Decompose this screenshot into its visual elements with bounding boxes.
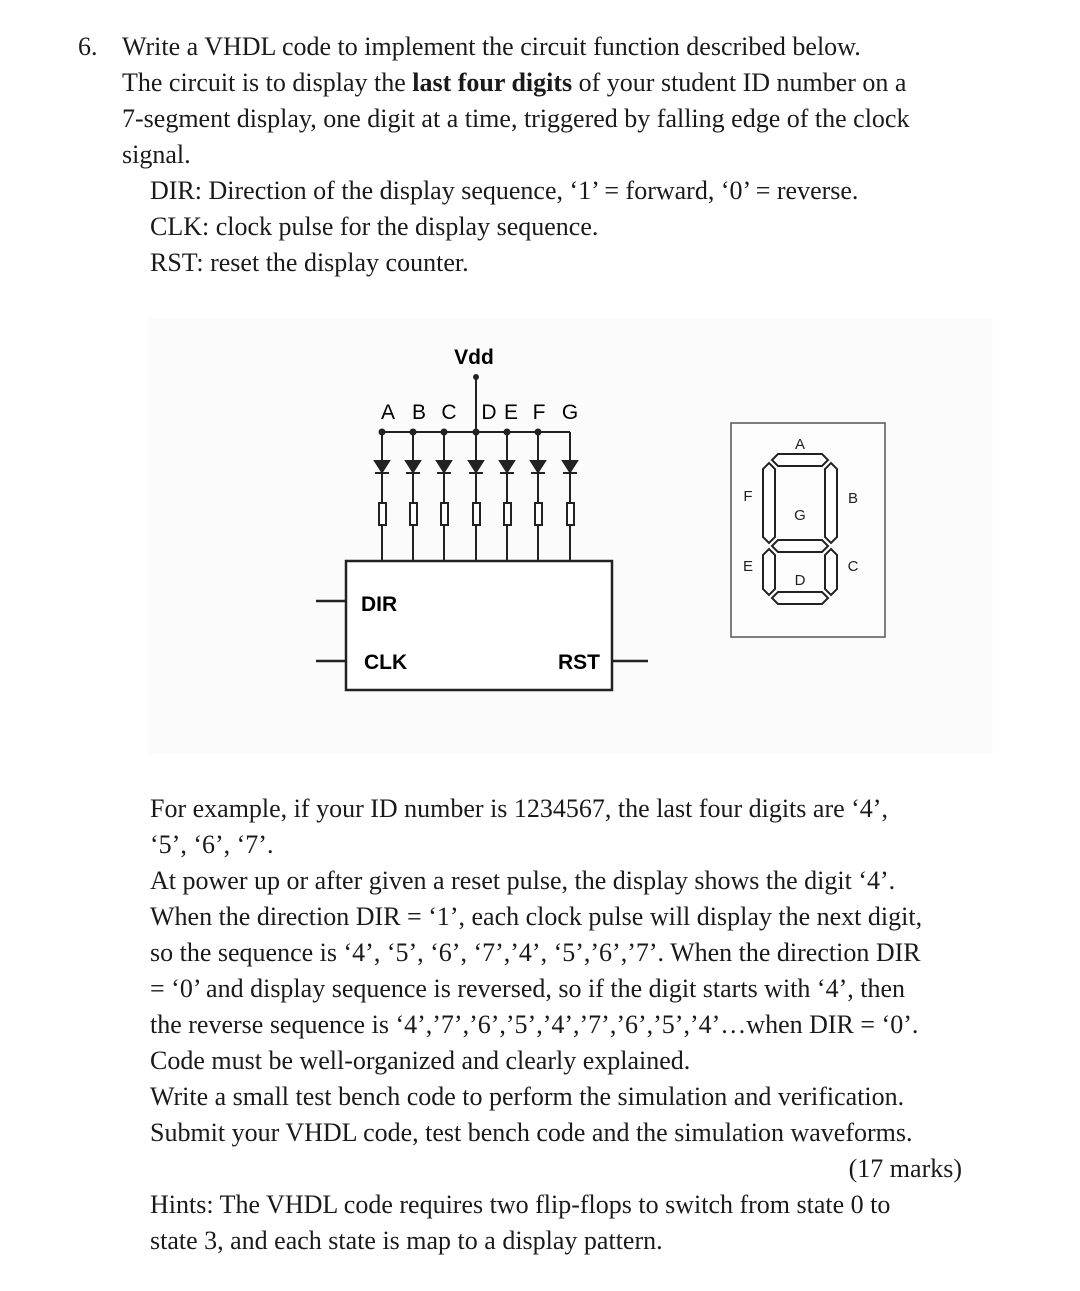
body-line-2: ‘5’, ‘6’, ‘7’. (150, 830, 274, 859)
led-branch-g (563, 432, 577, 561)
definition-clk: CLK: clock pulse for the display sequence. (150, 212, 599, 241)
segment-a (772, 454, 828, 466)
body-line-1: For example, if your ID number is 1234567, the last four digits are ‘4’, (150, 794, 888, 823)
definition-rst: RST: reset the display counter. (150, 248, 469, 277)
question-number: 6. (78, 32, 98, 61)
display-label-c: C (847, 558, 859, 575)
hint-line-2: state 3, and each state is map to a display pattern. (150, 1226, 663, 1255)
display-label-a: A (794, 436, 806, 453)
body-line-8: Code must be well-organized and clearly explained. (150, 1046, 691, 1075)
display-label-b: B (847, 490, 859, 507)
intro-line-4: signal. (122, 140, 191, 169)
circuit-label-e: E (503, 401, 519, 424)
circuit-label-b: B (411, 401, 427, 424)
intro-line-1: Write a VHDL code to implement the circuit function described below. (122, 32, 861, 61)
clk-label: CLK (364, 651, 408, 674)
circuit-label-d: D (481, 401, 497, 424)
segment-c (825, 549, 837, 595)
marks-label: (17 marks) (848, 1154, 962, 1183)
intro-line-2-end: of your student ID number on a (578, 68, 907, 97)
circuit-label-c: C (441, 401, 457, 424)
body-line-7: the reverse sequence is ‘4’,’7’,’6’,’5’,’4’,’7’,’6’,’5’,’4’…when DIR = ‘0’. (150, 1010, 919, 1039)
body-line-5: so the sequence is ‘4’, ‘5’, ‘6’, ‘7’,’4’, ‘5’,’6’,’7’. When the direction DIR (150, 938, 921, 967)
display-label-d: D (794, 572, 806, 589)
intro-emphasis: last four digits (412, 68, 573, 97)
segment-b (825, 463, 837, 543)
led-branch-e (500, 430, 514, 562)
body-line-3: At power up or after given a reset pulse, the display shows the digit ‘4’. (150, 866, 896, 895)
led-branch-b (406, 430, 420, 562)
vdd-label: Vdd (454, 346, 494, 369)
circuit-label-g: G (561, 401, 579, 424)
intro-line-2-start: The circuit is to display the (122, 68, 406, 97)
led-branch-d (469, 430, 483, 562)
body-line-9: Write a small test bench code to perform the simulation and verification. (150, 1082, 905, 1111)
body-line-6: = ‘0’ and display sequence is reversed, so if the digit starts with ‘4’, then (150, 974, 905, 1003)
led-branch-a (375, 430, 389, 562)
display-label-f: F (743, 488, 753, 505)
body-line-10: Submit your VHDL code, test bench code and the simulation waveforms. (150, 1118, 913, 1147)
intro-line-3: 7-segment display, one digit at a time, triggered by falling edge of the clock (122, 104, 910, 133)
segment-e (763, 549, 775, 595)
segment-g (772, 540, 828, 552)
led-branch-f (531, 430, 545, 562)
segment-f (763, 463, 775, 543)
hint-line-1: Hints: The VHDL code requires two flip-flops to switch from state 0 to (150, 1190, 891, 1219)
led-branches (375, 430, 577, 562)
seven-segment-display (731, 423, 885, 637)
segment-d (772, 592, 828, 604)
rst-label: RST (558, 651, 600, 674)
circuit-label-f: F (532, 401, 546, 424)
circuit-label-a: A (380, 401, 396, 424)
definition-dir: DIR: Direction of the display sequence, ‘1’ = forward, ‘0’ = reverse. (150, 176, 859, 205)
dir-label: DIR (361, 593, 398, 616)
body-line-4: When the direction DIR = ‘1’, each clock pulse will display the next digit, (150, 902, 923, 931)
display-label-g: G (794, 507, 806, 524)
led-branch-c (437, 430, 451, 562)
display-label-e: E (742, 558, 754, 575)
